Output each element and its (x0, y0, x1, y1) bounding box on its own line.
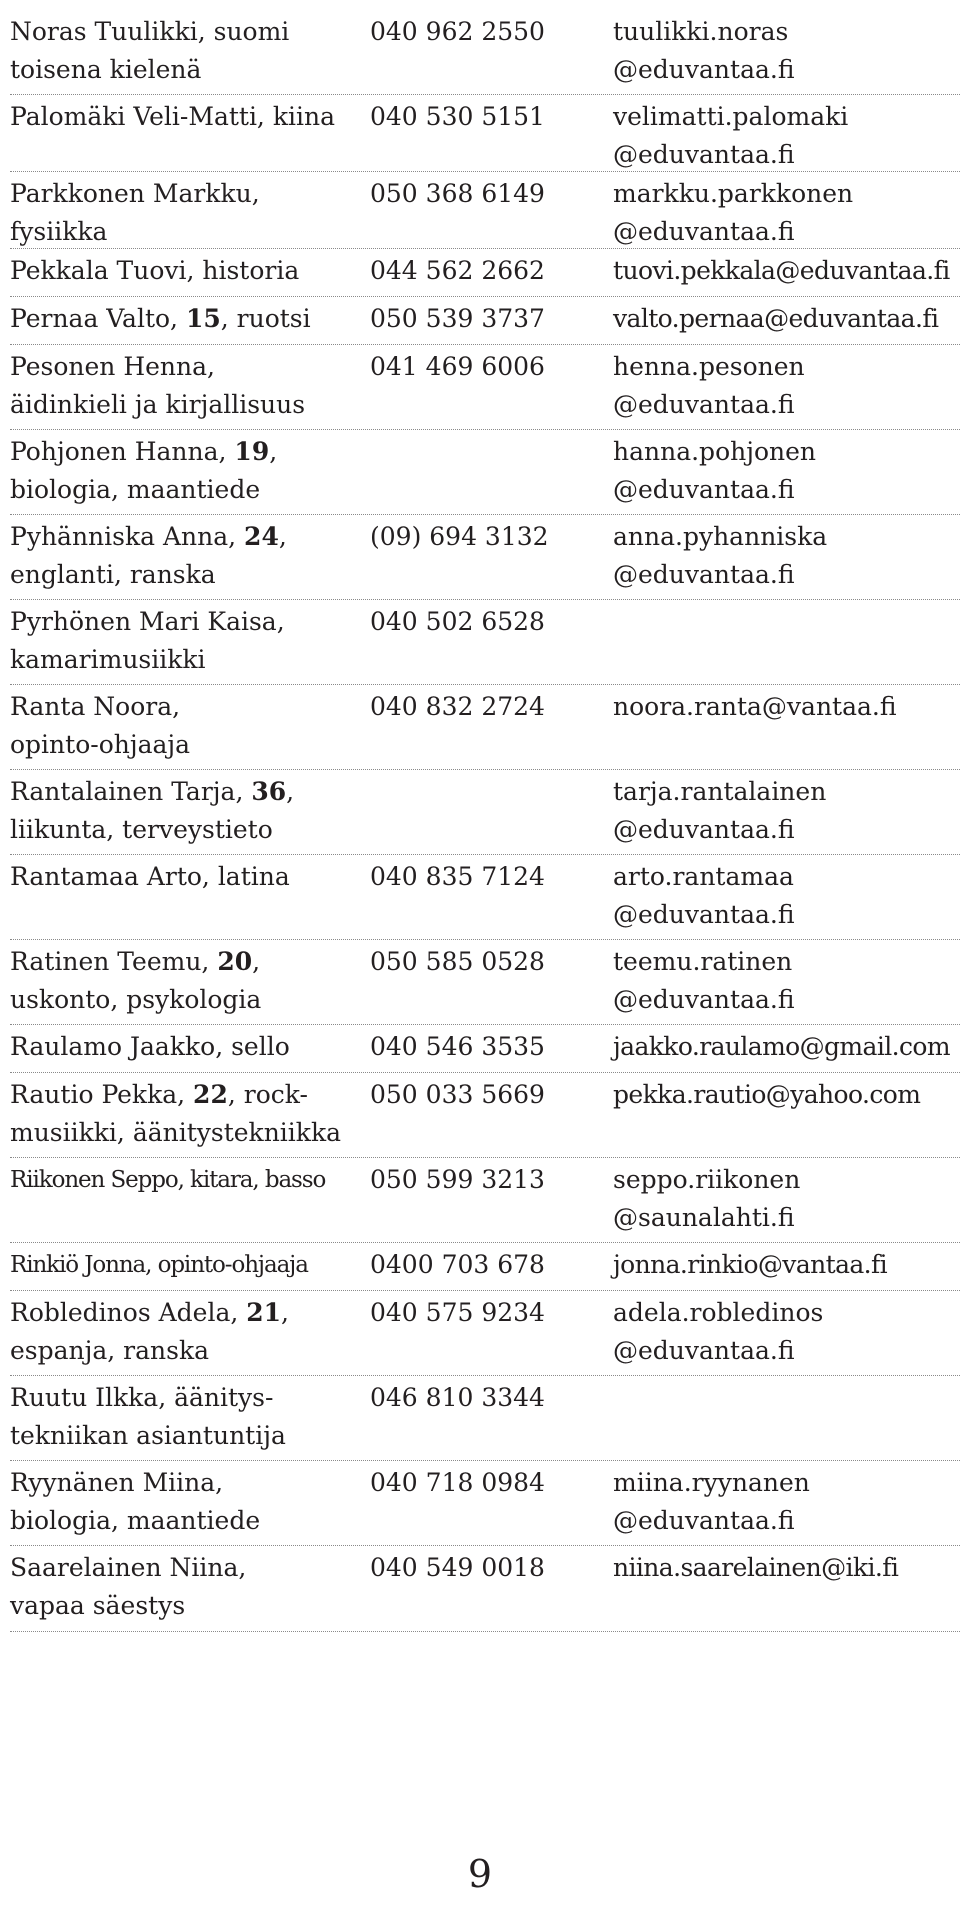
contact-phone: 0400 703 678 (370, 1250, 545, 1279)
name-text: Robledinos Adela, (10, 1298, 247, 1327)
contact-name: Ruutu Ilkka, äänitys- tekniikan asiantuntija (10, 1383, 286, 1450)
contact-name: Saarelainen Niina, vapaa säestys (10, 1553, 247, 1620)
contact-phone: 040 575 9234 (370, 1298, 545, 1327)
contact-row (10, 10, 960, 95)
name-text: Rautio Pekka, (10, 1080, 194, 1109)
contact-name (10, 518, 370, 594)
contact-email: jonna.rinkio@vantaa.fi (613, 1250, 888, 1279)
contact-email: pekka.rautio@yahoo.com (613, 1080, 921, 1109)
contact-row (10, 430, 960, 515)
contact-phone: 040 546 3535 (370, 1032, 545, 1061)
room-number: 21 (246, 1298, 282, 1327)
contact-name (10, 300, 370, 338)
contact-name: Rinkiö Jonna, opinto-ohjaaja (10, 1252, 308, 1278)
contact-email: anna.pyhanniska @eduvantaa.fi (613, 522, 828, 589)
contact-email: tuulikki.noras @eduvantaa.fi (613, 17, 795, 84)
room-number: 20 (217, 947, 253, 976)
contact-phone: 050 033 5669 (370, 1080, 545, 1109)
contact-name: Raulamo Jaakko, sello (10, 1032, 290, 1061)
room-number: 15 (185, 304, 221, 333)
room-number: 22 (193, 1080, 228, 1109)
contact-row (10, 855, 960, 940)
contact-email: noora.ranta@vantaa.fi (613, 692, 897, 721)
contact-email: tarja.rantalainen @eduvantaa.fi (613, 777, 827, 844)
contact-email: jaakko.raulamo@gmail.com (613, 1032, 950, 1061)
contact-phone: 040 530 5151 (370, 102, 545, 131)
contact-name: Ryynänen Miina, biologia, maantiede (10, 1468, 261, 1535)
contact-row (10, 1376, 960, 1461)
contact-phone: 046 810 3344 (370, 1383, 545, 1412)
contact-row (10, 515, 960, 600)
contact-phone: 040 549 0018 (370, 1553, 545, 1582)
contact-email: arto.rantamaa @eduvantaa.fi (613, 862, 795, 929)
contact-phone: 040 718 0984 (370, 1468, 545, 1497)
contact-row (10, 600, 960, 685)
contact-name: Parkkonen Markku, fysiikka (10, 179, 260, 246)
contact-phone: 040 962 2550 (370, 17, 545, 46)
name-text: , rock- musiikki, äänitystekniikka (10, 1080, 342, 1147)
contact-email: tuovi.pekkala@eduvantaa.fi (613, 256, 950, 285)
contact-name: Pekkala Tuovi, historia (10, 256, 300, 285)
name-text: , englanti, ranska (10, 522, 287, 589)
contact-name: Riikonen Seppo, kitara, basso (10, 1167, 326, 1193)
name-text: , uskonto, psykologia (10, 947, 262, 1014)
contact-name (10, 943, 370, 1019)
contact-email: niina.saarelainen@iki.fi (613, 1553, 899, 1582)
contact-name (10, 773, 370, 849)
contact-row (10, 297, 960, 345)
contact-phone: 040 835 7124 (370, 862, 545, 891)
contact-email: henna.pesonen @eduvantaa.fi (613, 352, 805, 419)
contact-phone: 040 832 2724 (370, 692, 545, 721)
name-text: Pyhänniska Anna, (10, 522, 245, 551)
contact-row (10, 1025, 960, 1073)
contact-name: Ranta Noora, opinto-ohjaaja (10, 692, 191, 759)
contact-name: Palomäki Veli-Matti, kiina (10, 102, 335, 131)
name-text: , ruotsi (220, 304, 311, 333)
contact-email: seppo.riikonen @saunalahti.fi (613, 1165, 801, 1232)
contact-list (10, 10, 960, 1632)
contact-row (10, 1291, 960, 1376)
name-text: , biologia, maantiede (10, 437, 278, 504)
contact-email: teemu.ratinen @eduvantaa.fi (613, 947, 795, 1014)
contact-row (10, 1546, 960, 1632)
contact-row (10, 172, 960, 249)
contact-phone: 040 502 6528 (370, 607, 545, 636)
room-number: 24 (244, 522, 279, 551)
room-number: 19 (234, 437, 270, 466)
contact-name (10, 1076, 370, 1152)
contact-phone: 044 562 2662 (370, 256, 545, 285)
contact-row (10, 1158, 960, 1243)
name-text: , liikunta, terveystieto (10, 777, 295, 844)
contact-phone: 050 539 3737 (370, 304, 545, 333)
name-text: Pohjonen Hanna, (10, 437, 235, 466)
contact-row (10, 1073, 960, 1158)
contact-email: markku.parkkonen @eduvantaa.fi (613, 179, 854, 246)
contact-row (10, 345, 960, 430)
contact-phone: (09) 694 3132 (370, 522, 549, 551)
contact-row (10, 1243, 960, 1291)
name-text: Rantalainen Tarja, (10, 777, 252, 806)
contact-row (10, 1461, 960, 1546)
room-number: 36 (251, 777, 287, 806)
contact-email: miina.ryynanen @eduvantaa.fi (613, 1468, 810, 1535)
contact-phone: 041 469 6006 (370, 352, 545, 381)
contact-row (10, 249, 960, 297)
contact-row (10, 685, 960, 770)
name-text: , espanja, ranska (10, 1298, 289, 1365)
contact-email: velimatti.palomaki @eduvantaa.fi (613, 102, 849, 169)
contact-name: Pyrhönen Mari Kaisa, kamarimusiikki (10, 607, 285, 674)
contact-name: Noras Tuulikki, suomi toisena kielenä (10, 17, 290, 84)
contact-row (10, 95, 960, 172)
contact-email: adela.robledinos @eduvantaa.fi (613, 1298, 824, 1365)
contact-phone: 050 368 6149 (370, 179, 545, 208)
contact-email: hanna.pohjonen @eduvantaa.fi (613, 437, 817, 504)
contact-email: valto.pernaa@eduvantaa.fi (613, 304, 939, 333)
name-text: Ratinen Teemu, (10, 947, 218, 976)
contact-name: Rantamaa Arto, latina (10, 862, 290, 891)
name-text: Pernaa Valto, (10, 304, 186, 333)
contact-name (10, 433, 370, 509)
contact-row (10, 940, 960, 1025)
contact-phone: 050 599 3213 (370, 1165, 545, 1194)
contact-row (10, 770, 960, 855)
contact-name: Pesonen Henna, äidinkieli ja kirjallisuus (10, 352, 306, 419)
contact-phone: 050 585 0528 (370, 947, 545, 976)
page-number: 9 (467, 1852, 493, 1896)
contact-name (10, 1294, 370, 1370)
